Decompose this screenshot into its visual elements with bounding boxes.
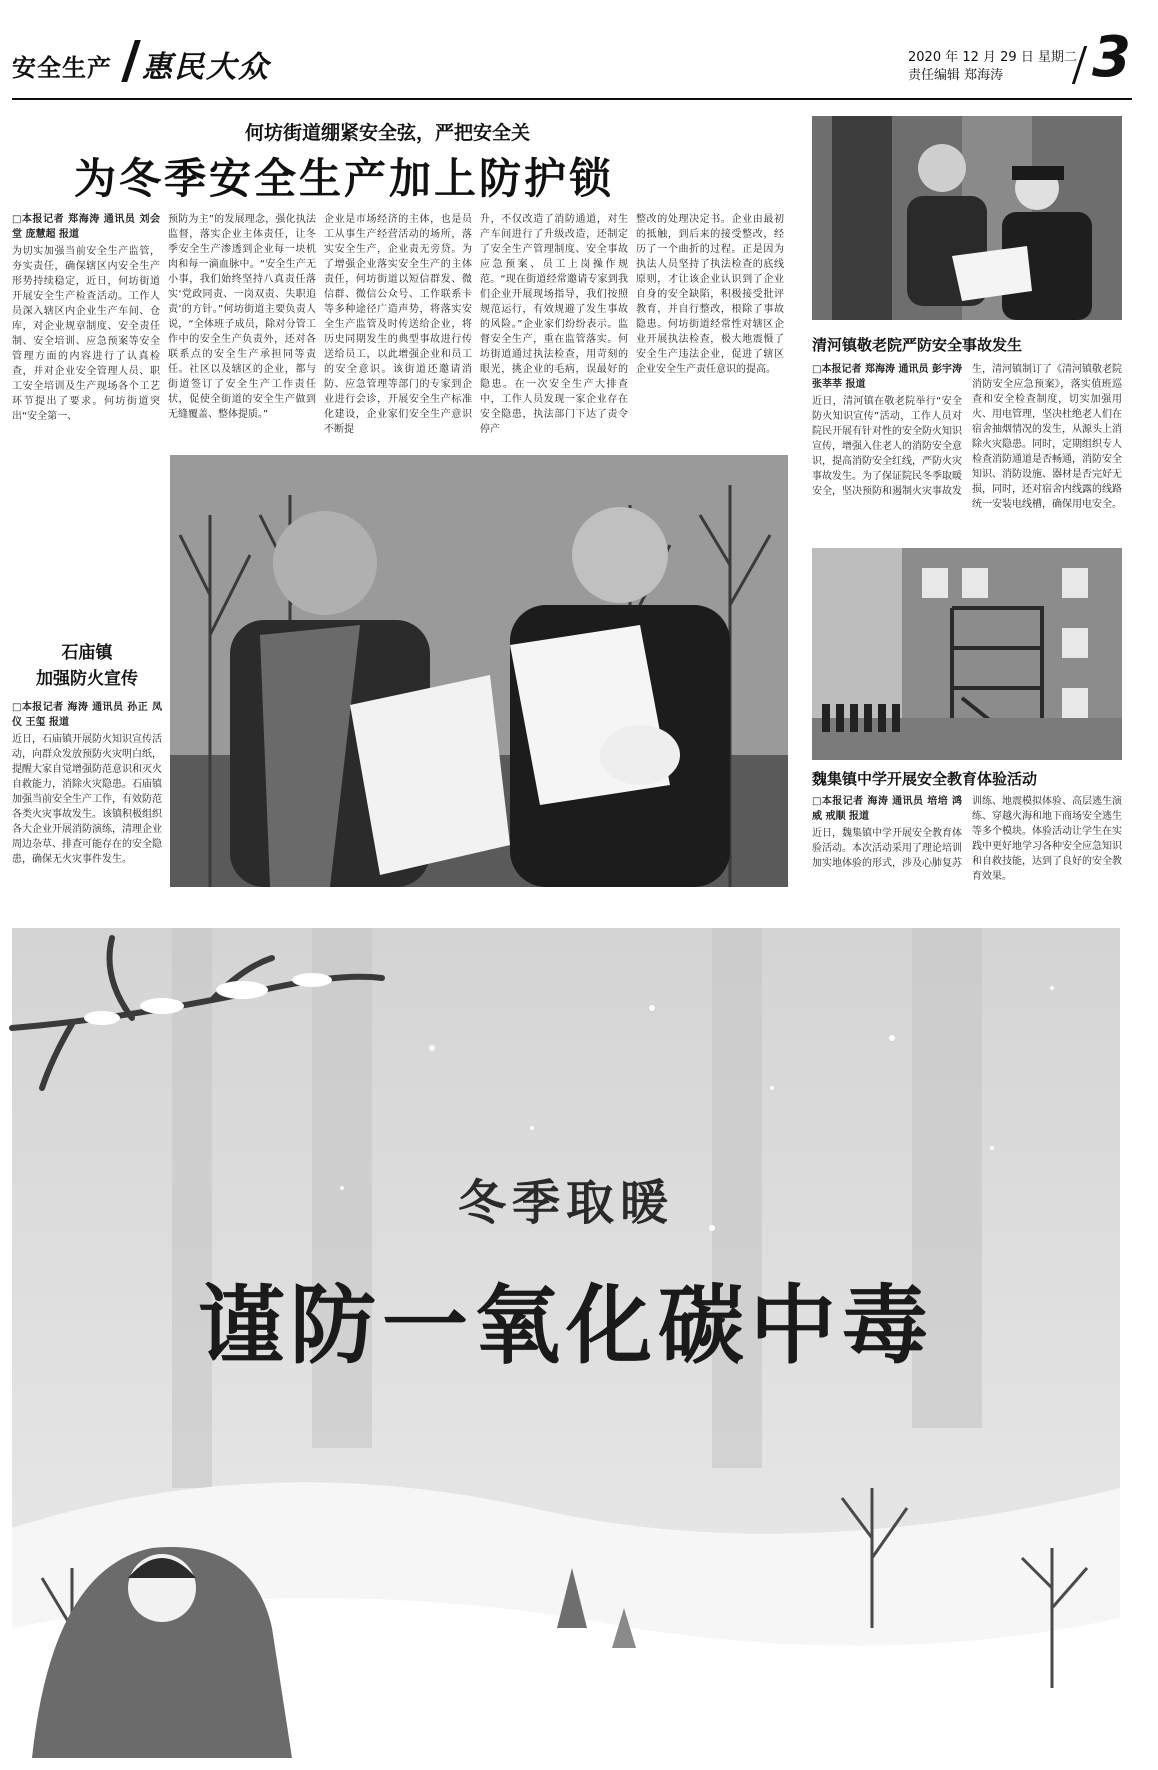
issue-date: 2020 年 12 月 29 日 星期二 <box>908 50 1077 65</box>
weiji-photo <box>812 548 1122 760</box>
shimiao-byline: □本报记者 海涛 通讯员 孙正 凤仪 王玺 报道 <box>12 702 162 728</box>
header-rule <box>12 98 1132 100</box>
lead-column-4: 升，不仅改造了消防通道，对生产车间进行了升级改造，还制定了安全生产管理制度、安全事故应急预案、员工上岗操作规范。“现在街道经常邀请专家到我们企业开展现场指导，我们按照规范运行，有效规避了发生事故的风险。”企业家们纷纷表示。监督安全生产，重在监管落实。何坊街道通过执法检查，用苛刻的眼光，挑企业的毛病，误最好的隐患。在一次安全生产大排查中，工作人员发现一家企业存在安全隐患，执法部门下达了责令停产 <box>480 214 628 435</box>
lead-column-5: 整改的处理决定书。企业由最初的抵触，到后来的接受整改，经历了一个曲折的过程。正是因为执法人员坚持了执法检查的底线原则，才让该企业认识到了企业自身的安全缺陷，积极接受批评教育，并自行整改，根除了事故隐患。何坊街道经常性对辖区企业开展执法检查，极大地震慑了安全生产违法企业，促进了辖区企业安全生产责任意识的提高。 <box>636 214 784 375</box>
banner-title-secondary: 谨防一氧化碳中毒 <box>198 1275 934 1376</box>
qinghe-column-1-text: 近日，清河镇在敬老院举行“安全防火知识宣传”活动，工作人员对院民开展有针对性的安全防火知识宣传，增强入住老人的消防安全意识，提高消防安全红线，严防火灾事故发生。为了保证院民冬季取暖安全，坚决预防和遏制火灾事故发 <box>812 396 962 497</box>
qinghe-photo <box>812 116 1122 320</box>
weiji-caption: 魏集镇中学开展安全教育体验活动 <box>812 770 1038 788</box>
responsible-editor: 责任编辑 郑海涛 <box>908 68 1004 83</box>
section-name: 安全生产 <box>12 54 112 82</box>
winter-banner <box>12 928 1120 1758</box>
shimiao-text: 近日，石庙镇开展防火知识宣传活动，向群众发放预防火灾明白纸，提醒大家自觉增强防范意识和灭火自救能力，消除火灾隐患。石庙镇加强当前安全生产工作，有效防范各类火灾事故发生。该镇积极组织各大企业开展消防演练，清理企业周边杂草、排查可能存在的安全隐患，确保无火灾事件发生。 <box>12 734 162 865</box>
lead-subhead: 何坊街道绷紧安全弦，严把安全关 <box>245 122 531 144</box>
shimiao-article <box>12 700 162 890</box>
qinghe-caption: 清河镇敬老院严防安全事故发生 <box>812 336 1023 354</box>
lead-column-1-text: 为切实加强当前安全生产监管，夯实责任，确保辖区内安全生产形势持续稳定，近日，何坊街道开展安全生产检查活动。工作人员深入辖区内企业生产车间、仓库，对企业规章制度、安全责任制、安全培训、应急预案等安全管理方面的内容进行了认真检查，并对企业安全管理人员、职工安全培训及生产现场各个工艺环节提出了要求。何坊街道突出“安全第一、 <box>12 246 160 422</box>
shimiao-caption-line1: 石庙镇 <box>61 643 113 663</box>
lead-column-1 <box>12 212 160 420</box>
lead-column-3: 企业是市场经济的主体，也是员工从事生产经营活动的场所，落实安全生产，企业责无旁贷。为了增强企业落实安全生产的主体责任，何坊街道以短信群发、微信群、微信公众号、工作联系卡等多种途径广造声势，将落实安全生产监管及时传送给企业，将历史同期发生的典型事故进行传送给员工，以此增强企业和员工的安全意识。该街道还邀请消防、应急管理等部门的专家到企业进行会诊，开展安全生产标准化建设，企业家们安全生产意识不断提 <box>324 214 472 435</box>
qinghe-byline: □本报记者 郑海涛 通讯员 彭宇涛 张莘莘 报道 <box>812 364 962 390</box>
weiji-column-1-text: 近日，魏集镇中学开展安全教育体验活动。本次活动采用了理论培训加实地体验的形式，涉及心肺复苏 <box>812 828 962 869</box>
lead-headline: 为冬季安全生产加上防护锁 <box>74 154 615 203</box>
newspaper-brand: 惠民大众 <box>142 50 270 85</box>
shimiao-caption-line2: 加强防火宣传 <box>36 669 138 689</box>
lead-byline: □本报记者 郑海涛 通讯员 刘会堂 庞慧超 报道 <box>12 214 160 240</box>
page-number: 3 <box>1092 25 1131 90</box>
weiji-column-2: 训练、地震模拟体验、高层逃生演练、穿越火海和地下商场安全逃生等多个模块。体验活动让学生在实践中更好地学习各种安全应急知识和自救技能，达到了良好的安全教育效果。 <box>972 796 1122 882</box>
section-divider <box>121 40 141 82</box>
weiji-column-1 <box>812 794 962 890</box>
weiji-byline: □本报记者 海涛 通讯员 培培 鸿威 戒顺 报道 <box>812 796 962 822</box>
qinghe-column-2: 生，清河镇制订了《清河镇敬老院消防安全应急预案》，落实值班巡查和安全检查制度，切实加强用火、用电管理，坚决杜绝老人们在宿舍抽烟情况的发生，从源头上消除火灾隐患。同时，定期组织专人检查消防通道是否畅通，消防安全知识、消防设施、器材是否完好无损，同时，还对宿舍内线露的线路统一安装电线槽，确保用电安全。 <box>972 364 1122 510</box>
qinghe-column-1 <box>812 362 962 512</box>
lead-column-2: 预防为主”的发展理念，强化执法监督，落实企业主体责任，让冬季安全生产渗透到企业每一块机肉和每一滴血脉中。“安全生产无小事，我们始终坚持八真责任落实‘党政同责、一岗双责、失职追责’的方针。”何坊街道主要负责人说，“全体班子成员，除对分管工作中的安全生产负责外，还对各联系点的安全生产承担同等责任。社区以及辖区的企业，都与街道签订了安全生产工作责任状，促使全街道的安全生产做到无缝覆盖、整体提质。” <box>168 214 316 420</box>
masthead <box>12 25 1132 110</box>
shimiao-photo <box>170 455 788 887</box>
banner-title-primary: 冬季取暖 <box>457 1175 674 1231</box>
